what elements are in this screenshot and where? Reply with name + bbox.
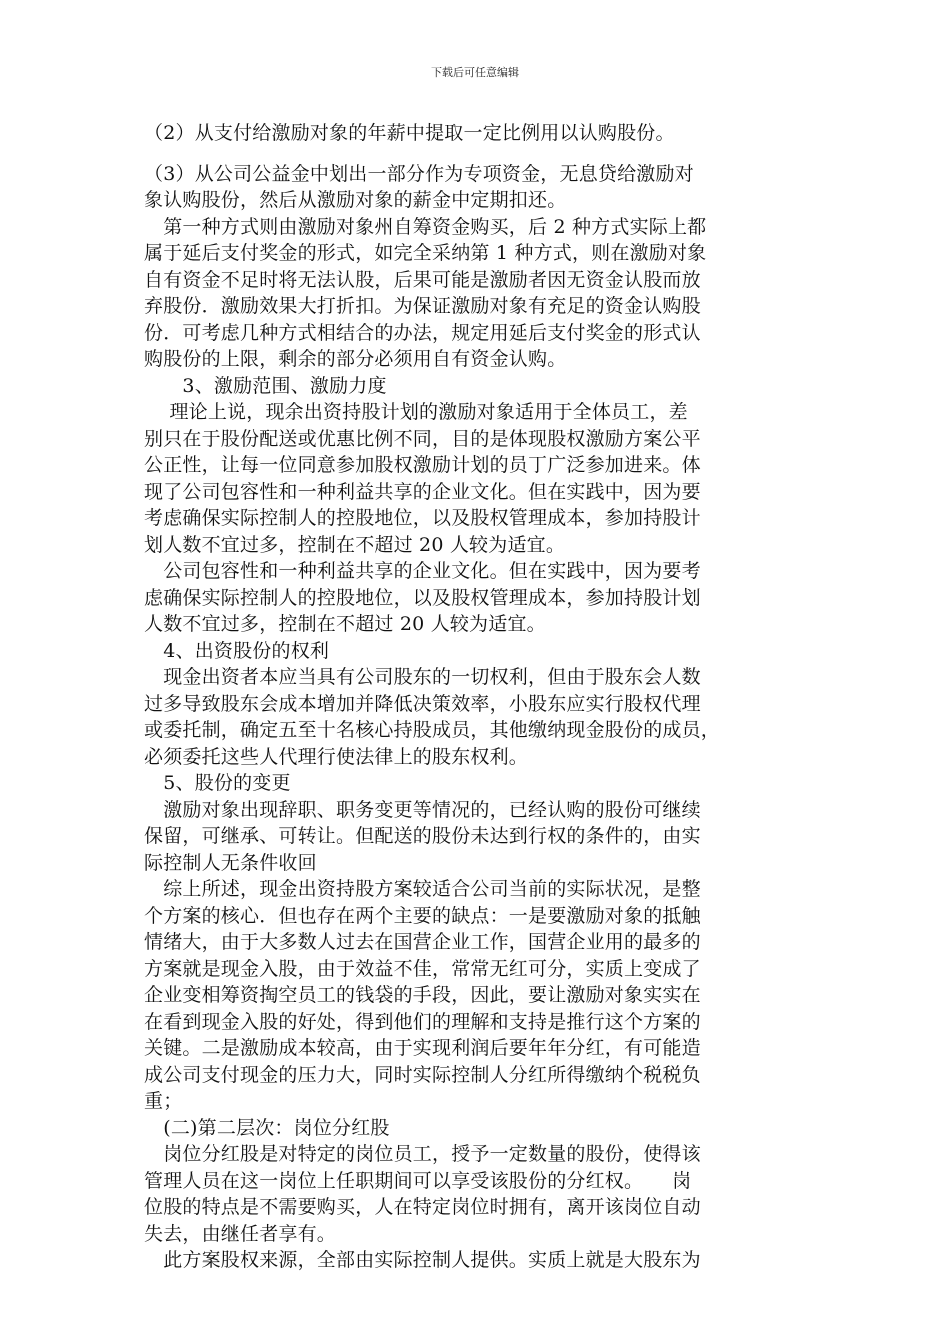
paragraph-line: 公司包容性和一种利益共享的企业文化。但在实践中，因为要考	[144, 560, 701, 582]
paragraph-line: （2）从支付给激励对象的年薪中提取一定比例用以认购股份。	[144, 122, 675, 144]
paragraph-line: 别只在于股份配送或优惠比例不同，目的是体现股权激励方案公平	[144, 427, 701, 450]
paragraph-line: 关键。二是激励成本较高，由于实现利润后要年年分红，有可能造	[144, 1037, 701, 1059]
document-body	[144, 120, 810, 1274]
paragraph-line: 份．可考虑几种方式相结合的办法，规定用延后支付奖金的形式认	[144, 321, 701, 344]
paragraph-line: 必须委托这些人代理行使法律上的股东权利。	[144, 745, 529, 768]
section-heading: 5、股份的变更	[144, 772, 291, 794]
paragraph-line: 失去，由继任者享有。	[144, 1222, 337, 1245]
paragraph-line: 购股份的上限，剩余的部分必须用自有资金认购。	[144, 348, 567, 370]
paragraph-line: 现了公司包容性和一种利益共享的企业文化。但在实践中，因为要	[144, 480, 701, 503]
paragraph-line: 岗位分红股是对特定的岗位员工，授予一定数量的股份，使得该	[144, 1143, 701, 1165]
paragraph-line: 自有资金不足时将无法认股，后果可能是激励者因无资金认股而放	[144, 268, 701, 291]
paragraph-line: 属于延后支付奖金的形式，如完全采纳第 1 种方式，则在激励对象	[144, 242, 707, 264]
section-heading: 4、出资股份的权利	[144, 639, 330, 662]
paragraph-line: 管理人员在这一岗位上任职期间可以享受该股份的分红权。 岗	[144, 1169, 692, 1192]
paragraph-line: 象认购股份，然后从激励对象的薪金中定期扣还。	[144, 189, 567, 211]
paragraph-line: 人数不宜过多，控制在不超过 20 人较为适宜。	[144, 613, 546, 635]
paragraph-line: 第一种方式则由激励对象州自筹资金购买，后 2 种方式实际上都	[144, 215, 707, 238]
paragraph-line: 个方案的核心．但也存在两个主要的缺点：一是要激励对象的抵触	[144, 904, 701, 927]
paragraph-gap	[144, 147, 810, 161]
paragraph-line: 考虑确保实际控制人的控股地位，以及股权管理成本，参加持股计	[144, 507, 701, 529]
paragraph-line: 过多导致股东会成本增加并降低决策效率，小股东应实行股权代理	[144, 692, 701, 715]
paragraph-line: 在看到现金入股的好处，得到他们的理解和支持是推行这个方案的	[144, 1010, 701, 1033]
paragraph-line: 划人数不宜过多，控制在不超过 20 人较为适宜。	[144, 533, 566, 556]
paragraph-line: 公正性，让每一位同意参加股权激励计划的员丁广泛参加进来。体	[144, 454, 701, 476]
paragraph-line: 综上所述，现金出资持股方案较适合公司当前的实际状况，是整	[144, 878, 701, 900]
page-header: 下载后可任意编辑	[431, 66, 519, 79]
paragraph-line: 位股的特点是不需要购买，人在特定岗位时拥有，离开该岗位自动	[144, 1196, 701, 1218]
paragraph-line: 重；	[144, 1090, 183, 1112]
paragraph-line: 企业变相筹资掏空员工的钱袋的手段，因此，要让激励对象实实在	[144, 984, 701, 1006]
paragraph-line: 情绪大，由于大多数人过去在国营企业工作，国营企业用的最多的	[144, 931, 701, 953]
paragraph-line: （3）从公司公益金中划出一部分作为专项资金，无息贷给激励对	[144, 162, 694, 185]
paragraph-line: 保留，可继承、可转让。但配送的股份未达到行权的条件的，由实	[144, 825, 701, 847]
section-heading: (二)第二层次：岗位分红股	[144, 1116, 390, 1139]
paragraph-line: 理论上说，现余出资持股计划的激励对象适用于全体员工，差	[144, 401, 688, 423]
paragraph-line: 激励对象出现辞职、职务变更等情况的，已经认购的股份可继续	[144, 798, 701, 821]
paragraph-line: 此方案股权来源，全部由实际控制人提供。实质上就是大股东为	[144, 1249, 701, 1271]
paragraph-line: 方案就是现金入股，由于效益不佳，常常无红可分，实质上变成了	[144, 957, 701, 980]
paragraph-line: 或委托制，确定五至十名核心持股成员，其他缴纳现金股份的成员，	[144, 719, 721, 741]
paragraph-line: 际控制人无条件收回	[144, 851, 317, 874]
paragraph-line: 现金出资者本应当具有公司股东的一切权利，但由于股东会人数	[144, 666, 701, 688]
paragraph-line: 虑确保实际控制人的控股地位，以及股权管理成本，参加持股计划	[144, 586, 701, 609]
section-heading: 3、激励范围、激励力度	[144, 374, 387, 397]
paragraph-line: 弃股份．激励效果大打折扣。为保证激励对象有充足的资金认购股	[144, 295, 701, 317]
paragraph-line: 成公司支付现金的压力大，同时实际控制人分红所得缴纳个税税负	[144, 1063, 701, 1086]
